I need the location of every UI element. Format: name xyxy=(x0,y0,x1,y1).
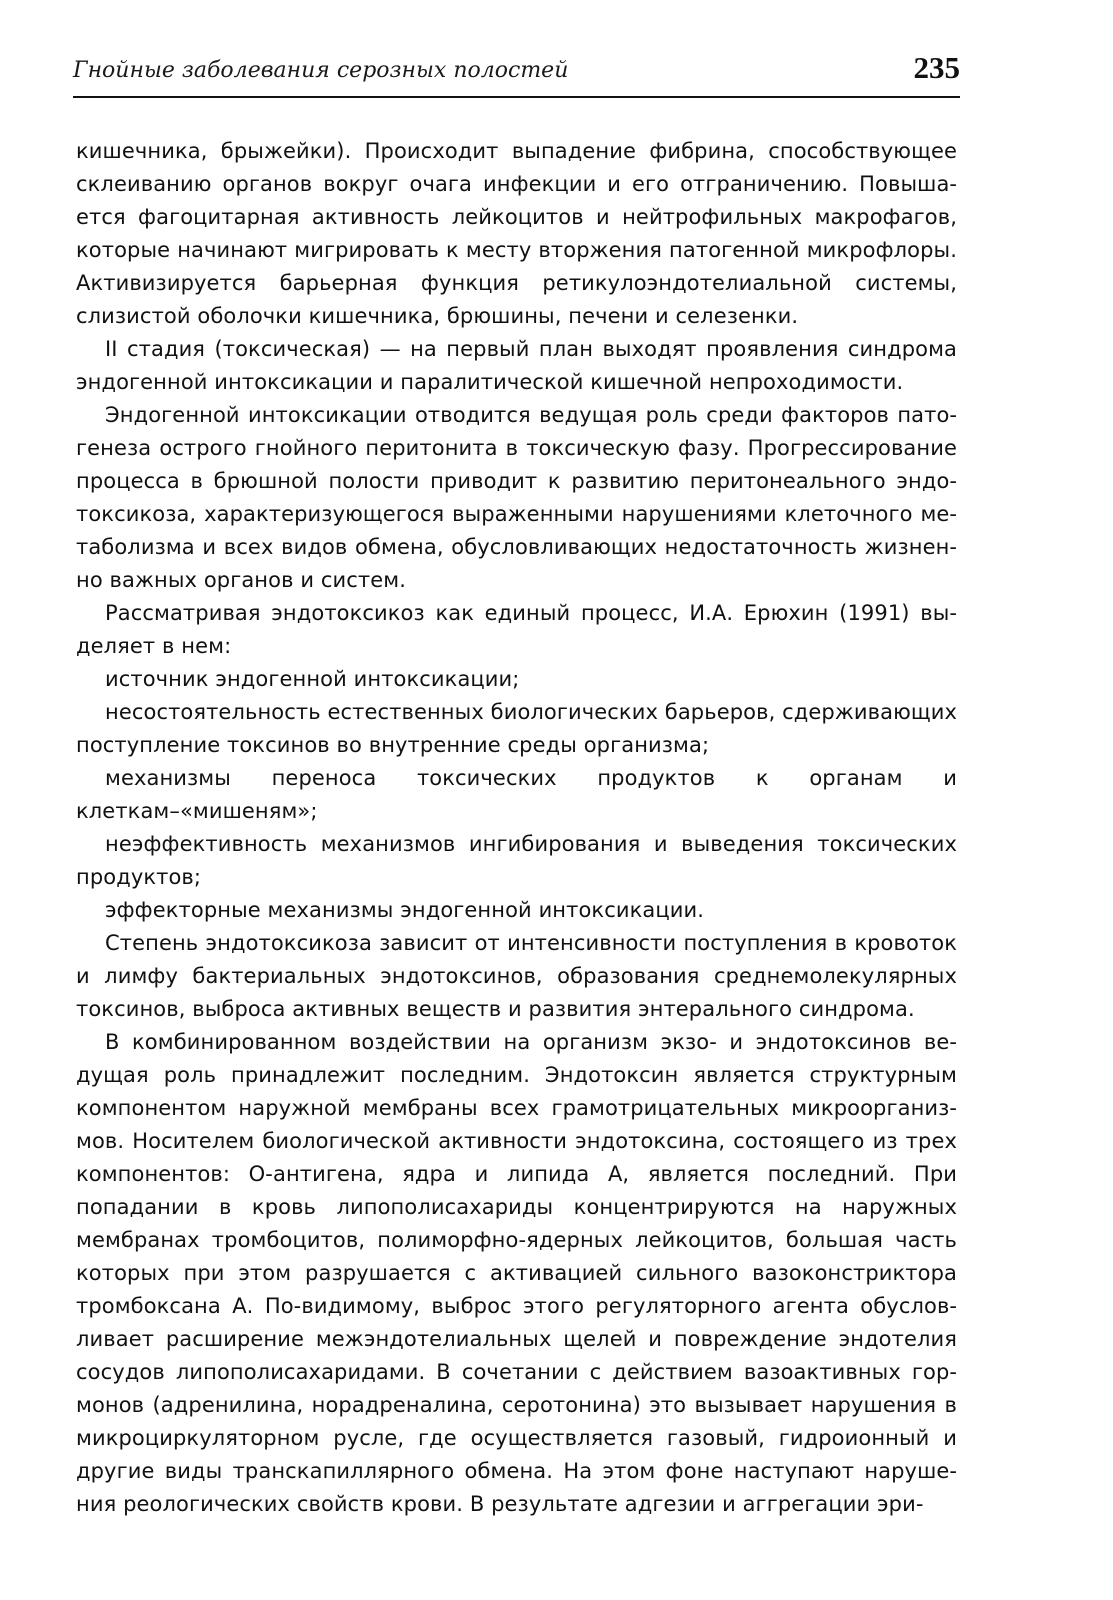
paragraph-continuation: кишечника, брыжейки). Происходит выпадение фибрина, способствующее склеиванию органов вокруг очага инфекции и его отграничению. Повышается фагоцитарная активность лейкоцитов и нейтрофильных макрофагов, которые начинают мигрировать к месту вторжения патогенной микрофлоры. Активизируется барьерная функция ретикулоэндотелиальной системы, слизистой оболочки кишечника, брюшины, печени и селезенки. xyxy=(76,139,957,328)
list-item-inhibition: неэффективность механизмов ингибирования и выведения токсических продуктов; xyxy=(76,832,957,889)
running-title: Гнойные заболевания серозных полостей xyxy=(73,58,569,83)
page-number: 235 xyxy=(913,50,960,85)
header-rule xyxy=(73,96,960,98)
list-item-effector: эффекторные механизмы эндогенной интоксикации. xyxy=(105,898,705,922)
page-header xyxy=(73,50,960,94)
paragraph-eryukhin: Рассматривая эндотоксикоз как единый процесс, И.А. Ерюхин (1991) выделяет в нем: xyxy=(76,601,957,658)
list-item-barriers: несостоятельность естественных биологических барьеров, сдерживающих поступление токсинов во внутренние среды организма; xyxy=(76,700,957,757)
paragraph-endotoxicosis-degree: Степень эндотоксикоза зависит от интенсивности поступления в кровоток и лимфу бактериальных эндотоксинов, образования среднемолекулярных токсинов, выброса активных веществ и развития энтерального синдрома. xyxy=(76,931,957,1021)
paragraph-combined-effect: В комбинированном воздействии на организм экзо- и эндотоксинов ведущая роль принадлежит последним. Эндотоксин является структурным компонентом наружной мембраны всех грамотрицательных микроорганизмов. Носителем биологической активности эндотоксина, состоящего из трех компонентов: О-антигена, ядра и липида А, является последний. При попадании в кровь липополисахариды концентрируются на наружных мембранах тромбоцитов, полиморфно-ядерных лейкоцитов, большая часть которых при этом разрушается с активацией сильного вазоконстриктора тромбоксана А. По-видимому, выброс этого регуляторного агента обусловливает расширение межэндотелиальных щелей и повреждение эндотелия сосудов липополисахаридами. В сочетании с действием вазоактивных гормонов (адренилина, норадреналина, серотонина) это вызывает нарушения в микроциркуляторном русле, где осуществляется газовый, гидроионный и другие виды транскапиллярного обмена. На этом фоне наступают нарушения реологических свойств крови. В результате адгезии и аггрегации эри- xyxy=(76,1030,957,1516)
list-item-source: источник эндогенной интоксикации; xyxy=(105,667,520,691)
paragraph-stage-two: II стадия (токсическая) — на первый план выходят проявления синдрома эндогенной интоксикации и паралитической кишечной непроходимости. xyxy=(76,337,957,394)
list-item-transfer: механизмы переноса токсических продуктов к органам и клеткам–«мишеням»; xyxy=(76,766,957,823)
body-text xyxy=(76,135,957,1521)
paragraph-endogenous-intoxication: Эндогенной интоксикации отводится ведущая роль среди факторов патогенеза острого гнойного перитонита в токсическую фазу. Прогрессирование процесса в брюшной полости приводит к развитию перитонеального эндотоксикоза, характеризующегося выраженными нарушениями клеточного метаболизма и всех видов обмена, обусловливающих недостаточность жизненно важных органов и систем. xyxy=(76,403,957,592)
